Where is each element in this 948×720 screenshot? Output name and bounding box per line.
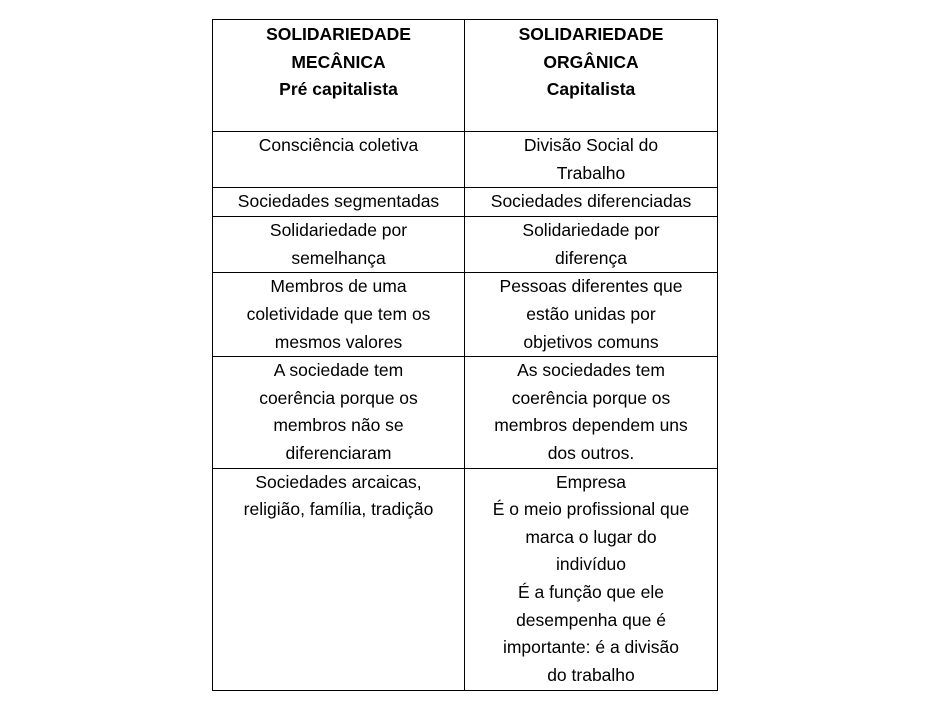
header-subtitle: Capitalista <box>546 79 636 100</box>
header-cell-mechanical <box>213 20 465 132</box>
header-title-line2: ORGÂNICA <box>543 51 639 72</box>
table-cell-right: Divisão Social do Trabalho <box>465 132 718 188</box>
table-cell-right: Sociedades diferenciadas <box>465 188 718 217</box>
table-row <box>213 357 718 468</box>
table-cell-right: Empresa É o meio profissional que marca o lugar do indivíduo É a função que ele desempenha que é importante: é a divisão do trabalho <box>465 468 718 690</box>
header-cell-organic <box>465 20 718 132</box>
table-row <box>213 132 718 188</box>
table-cell-left: Sociedades segmentadas <box>213 188 465 217</box>
table-cell-left: Consciência coletiva <box>213 132 465 188</box>
header-row <box>213 20 718 132</box>
table-cell-right: Pessoas diferentes que estão unidas por objetivos comuns <box>465 273 718 357</box>
comparison-table <box>212 19 718 691</box>
table-cell-right: Solidariedade por diferença <box>465 217 718 273</box>
table-cell-left: A sociedade tem coerência porque os membros não se diferenciaram <box>213 357 465 468</box>
header-title-line1: SOLIDARIEDADE <box>518 24 664 44</box>
table-row <box>213 273 718 357</box>
header-title-line2: MECÂNICA <box>291 51 386 72</box>
table-row <box>213 188 718 217</box>
table-cell-left: Sociedades arcaicas, religião, família, tradição <box>213 468 465 690</box>
table-row <box>213 217 718 273</box>
table-cell-left: Solidariedade por semelhança <box>213 217 465 273</box>
header-subtitle: Pré capitalista <box>279 79 398 100</box>
header-title-line1: SOLIDARIEDADE <box>266 24 411 44</box>
table-row <box>213 468 718 690</box>
table-cell-left: Membros de uma coletividade que tem os mesmos valores <box>213 273 465 357</box>
table-cell-right: As sociedades tem coerência porque os membros dependem uns dos outros. <box>465 357 718 468</box>
